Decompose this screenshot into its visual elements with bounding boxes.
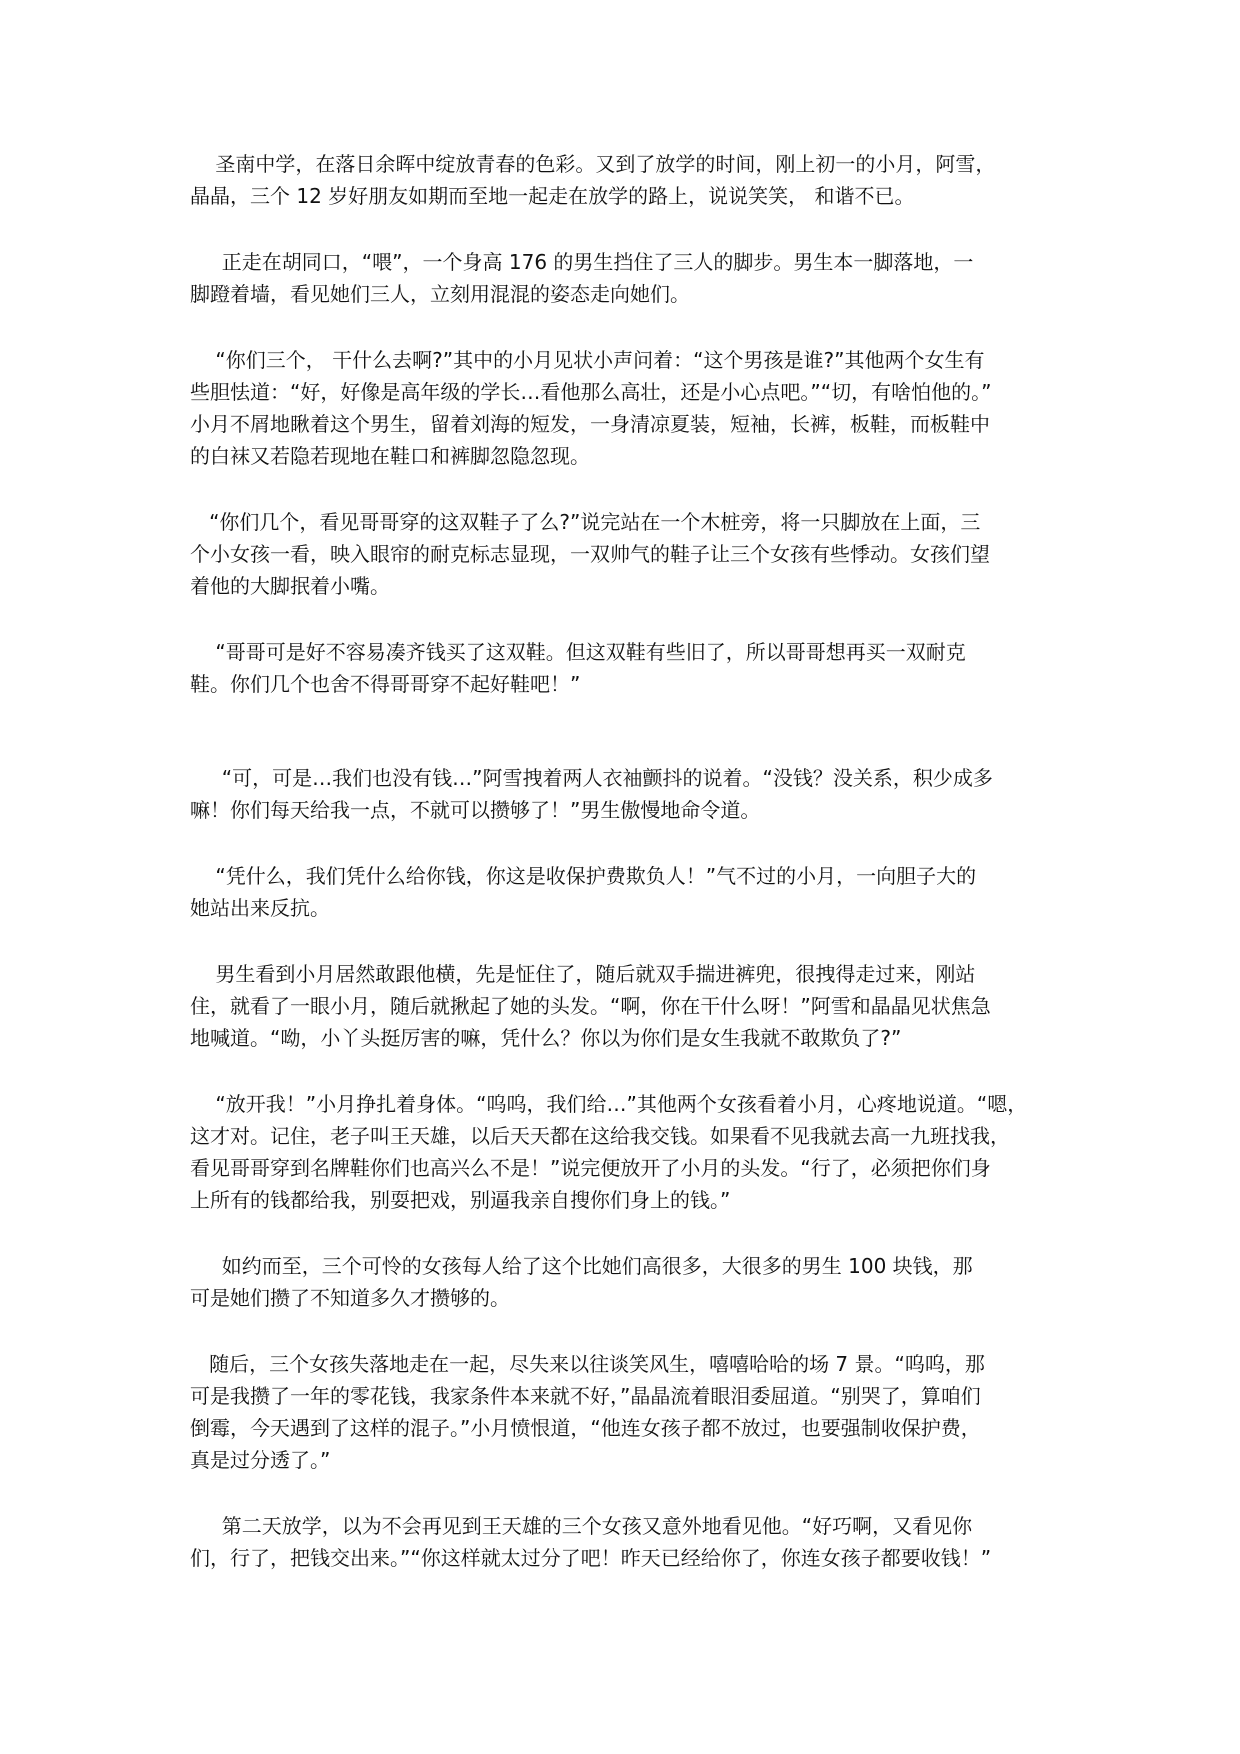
paragraph-line: 看见哥哥穿到名牌鞋你们也高兴么不是！”说完便放开了小月的头发。“行了，必须把你们身: [190, 1156, 991, 1180]
paragraph-spacer: [190, 310, 1056, 344]
paragraph-spacer: [190, 700, 1056, 762]
paragraph: [190, 762, 1056, 826]
paragraph-spacer: [190, 602, 1056, 636]
paragraph: [190, 1510, 1056, 1574]
paragraph-line: 们，行了，把钱交出来。”“你这样就太过分了吧！昨天已经给你了，你连女孩子都要收钱！”: [190, 1546, 992, 1570]
paragraph-line: 上所有的钱都给我，别耍把戏，别逼我亲自搜你们身上的钱。”: [190, 1188, 731, 1212]
paragraph-spacer: [190, 1314, 1056, 1348]
paragraph-line: 随后，三个女孩失落地走在一起，尽失来以往谈笑风生，嘻嘻哈哈的场 7 景。“呜呜，那: [190, 1352, 985, 1376]
paragraph: [190, 246, 1056, 310]
paragraph-line: 第二天放学，以为不会再见到王天雄的三个女孩又意外地看见他。“好巧啊，又看见你: [190, 1514, 973, 1538]
paragraph: [190, 344, 1056, 472]
paragraph-line: “可，可是…我们也没有钱…”阿雪拽着两人衣袖颤抖的说着。“没钱？没关系，积少成多: [190, 766, 993, 790]
paragraph-spacer: [190, 1054, 1056, 1088]
paragraph: [190, 1088, 1056, 1216]
paragraph: [190, 860, 1056, 924]
paragraph-line: “你们几个，看见哥哥穿的这双鞋子了么?”说完站在一个木桩旁，将一只脚放在上面，三: [190, 510, 981, 534]
paragraph-line: “放开我！”小月挣扎着身体。“呜呜，我们给…”其他两个女孩看着小月，心疼地说道。“嗯，: [190, 1092, 1028, 1116]
paragraph-line: 真是过分透了。”: [190, 1448, 331, 1472]
paragraph-spacer: [190, 1476, 1056, 1510]
paragraph-line: 个小女孩一看，映入眼帘的耐克标志显现，一双帅气的鞋子让三个女孩有些悸动。女孩们望: [190, 542, 990, 566]
paragraph-line: 鞋。你们几个也舍不得哥哥穿不起好鞋吧！”: [190, 672, 581, 696]
paragraph: [190, 1250, 1056, 1314]
paragraph-line: “你们三个， 干什么去啊?”其中的小月见状小声问着：“这个男孩是谁?”其他两个女生有: [190, 348, 985, 372]
paragraph: [190, 636, 1056, 700]
paragraph-spacer: [190, 1216, 1056, 1250]
paragraph-line: “哥哥可是好不容易凑齐钱买了这双鞋。但这双鞋有些旧了，所以哥哥想再买一双耐克: [190, 640, 966, 664]
paragraph-spacer: [190, 826, 1056, 860]
paragraph-line: 晶晶，三个 12 岁好朋友如期而至地一起走在放学的路上，说说笑笑， 和谐不已。: [190, 184, 915, 208]
paragraph-line: 小月不屑地瞅着这个男生，留着刘海的短发，一身清凉夏装，短袖，长裤，板鞋，而板鞋中: [190, 412, 990, 436]
paragraph-spacer: [190, 924, 1056, 958]
paragraph-line: 可是我攒了一年的零花钱，我家条件本来就不好，”晶晶流着眼泪委屈道。“别哭了，算咱们: [190, 1384, 981, 1408]
paragraph-line: 男生看到小月居然敢跟他横，先是怔住了，随后就双手揣进裤兜，很拽得走过来，刚站: [190, 962, 976, 986]
document-page: [190, 148, 1056, 1574]
paragraph-line: 圣南中学，在落日余晖中绽放青春的色彩。又到了放学的时间，刚上初一的小月，阿雪，: [190, 152, 996, 176]
paragraph-line: 倒霉，今天遇到了这样的混子。”小月愤恨道，“他连女孩子都不放过，也要强制收保护费，: [190, 1416, 981, 1440]
paragraph-line: 些胆怯道：“好，好像是高年级的学长…看他那么高壮，还是小心点吧。”“切，有啥怕他的。”: [190, 380, 992, 404]
paragraph-line: 如约而至，三个可怜的女孩每人给了这个比她们高很多，大很多的男生 100 块钱，那: [190, 1254, 973, 1278]
paragraph-line: 着他的大脚抿着小嘴。: [190, 574, 390, 598]
paragraph-line: 脚蹬着墙，看见她们三人，立刻用混混的姿态走向她们。: [190, 282, 690, 306]
paragraph-line: 可是她们攒了不知道多久才攒够的。: [190, 1286, 510, 1310]
paragraph-spacer: [190, 212, 1056, 246]
paragraph: [190, 1348, 1056, 1476]
paragraph-line: 这才对。记住，老子叫王天雄，以后天天都在这给我交钱。如果看不见我就去高一九班找我，: [190, 1124, 1010, 1148]
paragraph-line: 住，就看了一眼小月，随后就揪起了她的头发。“啊，你在干什么呀！”阿雪和晶晶见状焦急: [190, 994, 991, 1018]
paragraph-spacer: [190, 472, 1056, 506]
paragraph: [190, 506, 1056, 602]
paragraph-line: 嘛！你们每天给我一点，不就可以攒够了！”男生傲慢地命令道。: [190, 798, 761, 822]
paragraph-line: 的白袜又若隐若现地在鞋口和裤脚忽隐忽现。: [190, 444, 590, 468]
paragraph: [190, 148, 1056, 212]
paragraph-line: 她站出来反抗。: [190, 896, 330, 920]
paragraph: [190, 958, 1056, 1054]
paragraph-line: 地喊道。“呦，小丫头挺厉害的嘛，凭什么？你以为你们是女生我就不敢欺负了?”: [190, 1026, 902, 1050]
paragraph-line: 正走在胡同口，“喂”，一个身高 176 的男生挡住了三人的脚步。男生本一脚落地，一: [190, 250, 974, 274]
paragraph-line: “凭什么，我们凭什么给你钱，你这是收保护费欺负人！”气不过的小月，一向胆子大的: [190, 864, 977, 888]
